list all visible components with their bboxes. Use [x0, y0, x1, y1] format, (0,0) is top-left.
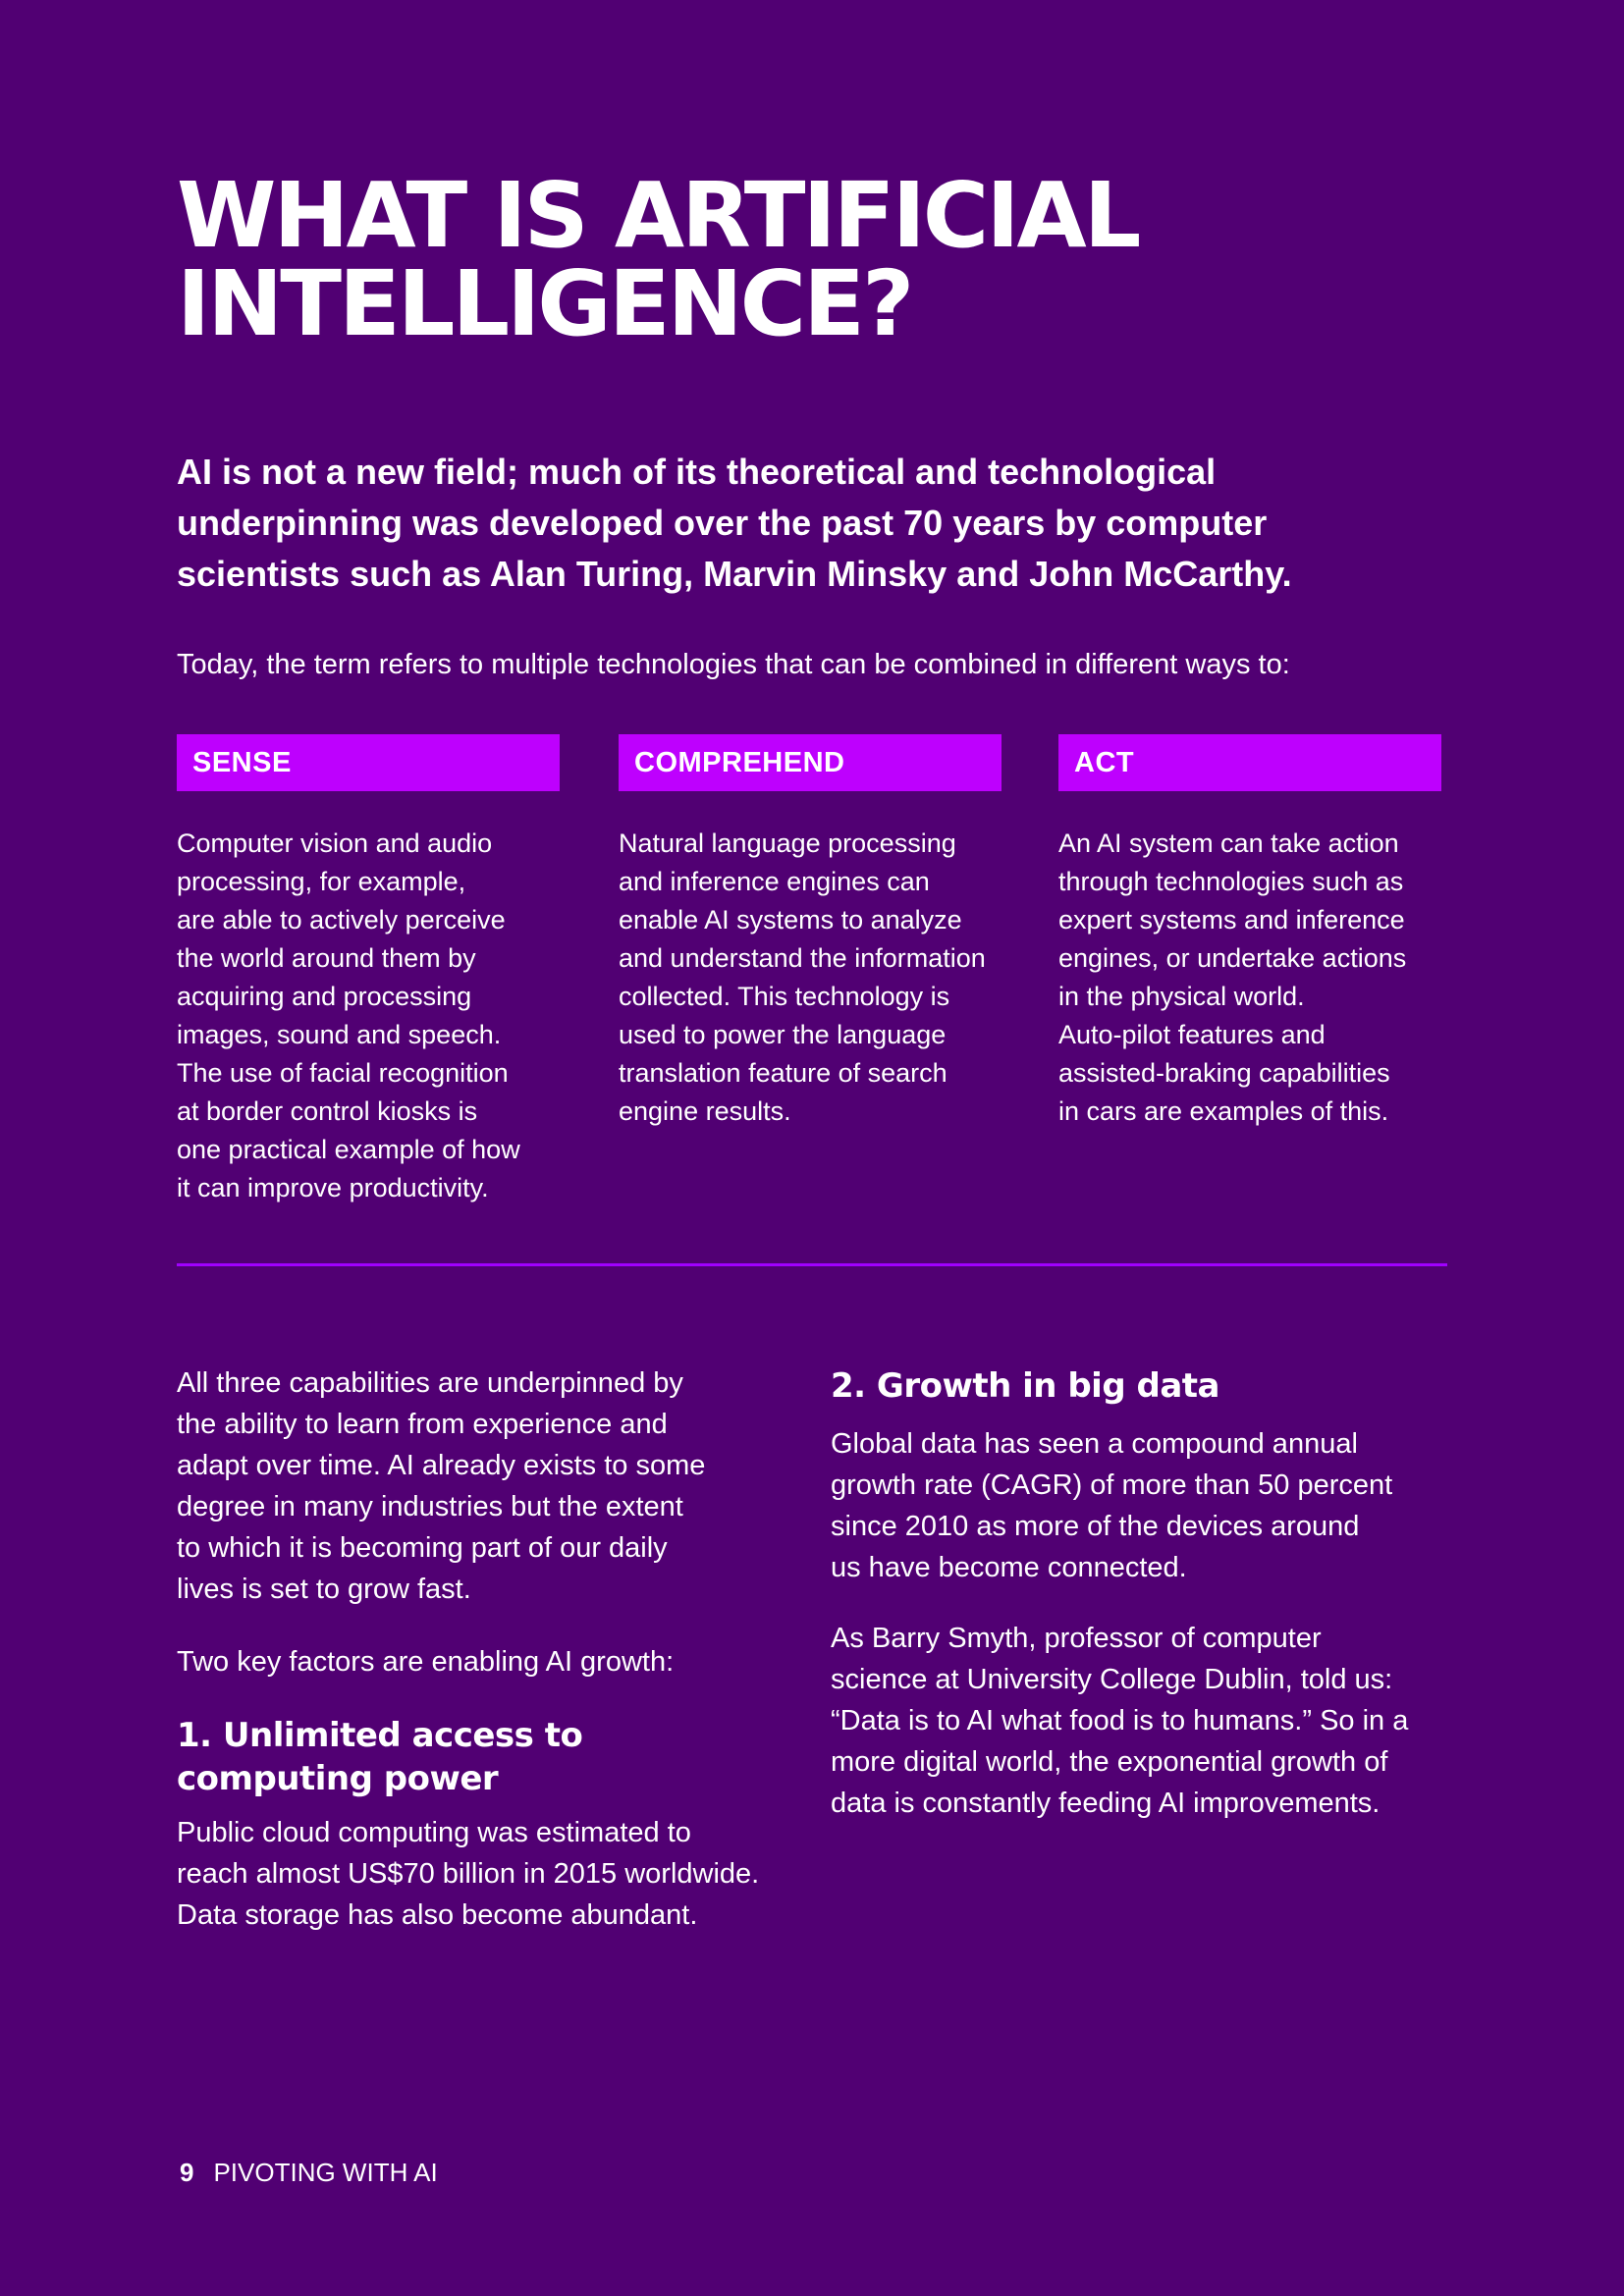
- text-line: collected. This technology is: [619, 982, 950, 1011]
- text-line: data is constantly feeding AI improvements.: [831, 1788, 1380, 1819]
- body-paragraph: [177, 1641, 795, 1682]
- page-title-line: INTELLIGENCE?: [177, 251, 912, 356]
- subheading-computing-power: [177, 1714, 795, 1800]
- text-line: are able to actively perceive: [177, 905, 506, 934]
- right-column: [831, 1362, 1459, 1824]
- publication-title: PIVOTING WITH AI: [213, 2158, 438, 2187]
- text-line: the ability to learn from experience and: [177, 1409, 668, 1440]
- text-line: “Data is to AI what food is to humans.” So in a: [831, 1705, 1409, 1736]
- text-line: The use of facial recognition: [177, 1058, 509, 1088]
- capability-tag: SENSE: [177, 734, 560, 791]
- text-line: Public cloud computing was estimated to: [177, 1817, 691, 1848]
- text-line: translation feature of search: [619, 1058, 947, 1088]
- section-divider: [177, 1263, 1447, 1266]
- body-paragraph: [177, 1362, 795, 1610]
- text-line: science at University College Dublin, told us:: [831, 1664, 1393, 1695]
- text-line: in cars are examples of this.: [1058, 1096, 1389, 1126]
- left-column: [177, 1362, 795, 1936]
- text-line: it can improve productivity.: [177, 1173, 489, 1202]
- capability-description: [1058, 825, 1451, 1131]
- text-line: expert systems and inference: [1058, 905, 1405, 934]
- lead-paragraph: [177, 447, 1453, 600]
- body-paragraph: [831, 1618, 1459, 1824]
- body-paragraph: [831, 1423, 1459, 1588]
- page-title-line: WHAT IS ARTIFICIAL: [177, 163, 1139, 268]
- text-line: one practical example of how: [177, 1135, 520, 1164]
- lead-line: scientists such as Alan Turing, Marvin Minsky and John McCarthy.: [177, 554, 1292, 594]
- text-line: the world around them by: [177, 943, 476, 973]
- capability-comprehend: [619, 734, 1001, 1131]
- text-line: Computer vision and audio: [177, 828, 493, 858]
- text-line: images, sound and speech.: [177, 1020, 502, 1049]
- subheading-line: 2. Growth in big data: [831, 1366, 1219, 1406]
- capability-tag: ACT: [1058, 734, 1441, 791]
- page-footer: [180, 2156, 438, 2189]
- text-line: reach almost US$70 billion in 2015 worldwide.: [177, 1858, 760, 1890]
- text-line: processing, for example,: [177, 867, 466, 896]
- text-line: enable AI systems to analyze: [619, 905, 962, 934]
- text-line: All three capabilities are underpinned by: [177, 1367, 683, 1399]
- capability-tag: COMPREHEND: [619, 734, 1001, 791]
- text-line: degree in many industries but the extent: [177, 1491, 683, 1522]
- text-line: growth rate (CAGR) of more than 50 percent: [831, 1469, 1393, 1501]
- text-line: in the physical world.: [1058, 982, 1305, 1011]
- text-line: used to power the language: [619, 1020, 947, 1049]
- text-line: through technologies such as: [1058, 867, 1404, 896]
- text-line: Natural language processing: [619, 828, 956, 858]
- text-line: assisted-braking capabilities: [1058, 1058, 1390, 1088]
- body-paragraph: [177, 1812, 795, 1936]
- text-line: Auto-pilot features and: [1058, 1020, 1326, 1049]
- text-line: at border control kiosks is: [177, 1096, 478, 1126]
- text-line: to which it is becoming part of our daily: [177, 1532, 668, 1564]
- capability-description: [619, 825, 1011, 1131]
- subheading-line: computing power: [177, 1759, 499, 1798]
- text-line: As Barry Smyth, professor of computer: [831, 1623, 1322, 1654]
- text-line: Two key factors are enabling AI growth:: [177, 1646, 675, 1678]
- intro-paragraph: Today, the term refers to multiple technologies that can be combined in different ways to:: [177, 649, 1290, 680]
- text-line: adapt over time. AI already exists to some: [177, 1450, 706, 1481]
- text-line: Global data has seen a compound annual: [831, 1428, 1358, 1460]
- page-title: [177, 163, 1453, 356]
- text-line: engine results.: [619, 1096, 791, 1126]
- text-line: more digital world, the exponential growth of: [831, 1746, 1388, 1778]
- lead-line: AI is not a new field; much of its theoretical and technological: [177, 452, 1217, 492]
- text-line: An AI system can take action: [1058, 828, 1399, 858]
- capability-sense: [177, 734, 560, 1207]
- capability-description: [177, 825, 569, 1207]
- page-number: 9: [180, 2158, 194, 2187]
- text-line: and inference engines can: [619, 867, 930, 896]
- text-line: and understand the information: [619, 943, 986, 973]
- text-line: since 2010 as more of the devices around: [831, 1511, 1360, 1542]
- text-line: engines, or undertake actions: [1058, 943, 1407, 973]
- text-line: us have become connected.: [831, 1552, 1187, 1583]
- lead-line: underpinning was developed over the past 70 years by computer: [177, 503, 1268, 543]
- capability-act: [1058, 734, 1441, 1131]
- text-line: acquiring and processing: [177, 982, 472, 1011]
- text-line: Data storage has also become abundant.: [177, 1899, 698, 1931]
- subheading-line: 1. Unlimited access to: [177, 1716, 583, 1755]
- subheading-big-data: [831, 1364, 1459, 1408]
- text-line: lives is set to grow fast.: [177, 1574, 471, 1605]
